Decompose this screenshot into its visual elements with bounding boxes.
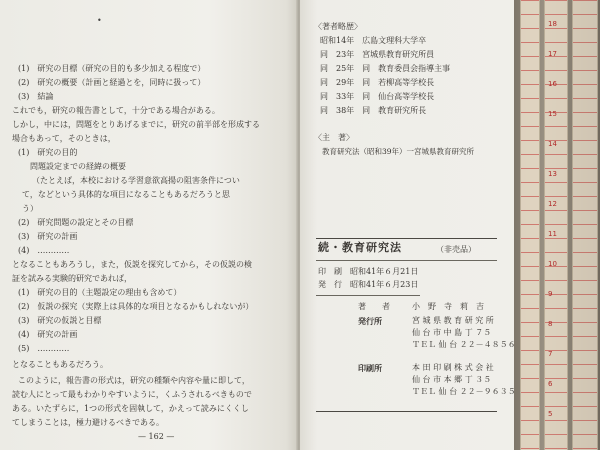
ruler-mark: 12 — [548, 200, 557, 208]
body-line: 場合もあって，そのときは， — [12, 134, 116, 143]
printed-date: 昭和41年６月21日 — [350, 267, 419, 276]
body-line: となることもあるだろう。 — [12, 360, 108, 369]
printer-label: 印刷所 — [358, 363, 382, 373]
author-name: 小 野 寺 莉 吉 — [412, 302, 484, 311]
body-line: このように，報告書の形式は，研究の種類や内容や量に即して， — [18, 376, 250, 385]
not-for-sale-note: （非売品） — [436, 245, 476, 254]
body-line: てしまうことは，極力避けるべきである。 — [12, 418, 164, 427]
body-line: (4) 研究の計画 — [18, 330, 78, 339]
author-label: 著 者 — [358, 302, 390, 311]
biography-item: 同 29年 同 若柳高等学校長 — [320, 78, 435, 87]
ruler-mark: 5 — [548, 410, 553, 418]
body-line: (1) 研究の目的（主題設定の理由も含めて） — [18, 288, 182, 297]
ruler-mark: 16 — [548, 80, 557, 88]
publisher-phone: ＴＥＬ 仙 台 ２２－４８５６ — [412, 340, 516, 349]
body-line: (5) ………… — [18, 344, 70, 353]
body-line: て，などという具体的な項目になることもあるだろうと思 — [22, 190, 230, 199]
body-line: 証を試みる実験的研究であれば， — [12, 274, 132, 283]
ruler-mark: 18 — [548, 20, 557, 28]
ruler-mark: 11 — [548, 230, 557, 238]
body-line: 読む人にとって最もわかりやすいように，くふうされるべきもので — [12, 390, 252, 399]
publisher-label: 発行所 — [358, 316, 382, 326]
ruler-mark: 6 — [548, 380, 553, 388]
ruler-mark: 8 — [548, 320, 553, 328]
ruler-mark: 17 — [548, 50, 557, 58]
biography-item: 昭和14年 広島文理科大学卒 — [320, 36, 427, 45]
body-line: (1) 研究の目標（研究の目的も多少加える程度で） — [18, 64, 206, 73]
ruler-mark: 10 — [548, 260, 557, 268]
colophon-box — [316, 238, 516, 412]
body-line: (3) 研究の仮説と目標 — [18, 316, 102, 325]
body-line: (3) 結論 — [18, 92, 54, 101]
publisher-address: 仙 台 市 中 島 丁 ７５ — [412, 328, 492, 337]
ruler-mark: 14 — [548, 140, 557, 148]
body-line: これでも，研究の報告書として，十分である場合がある。 — [12, 106, 220, 115]
date-divider — [316, 295, 420, 296]
printer-name: 本 田 印 刷 株 式 会 社 — [412, 363, 494, 372]
ruler-mark: 7 — [548, 350, 553, 358]
body-line: 問題設定までの経緯の概要 — [22, 162, 126, 171]
printed-label: 印 刷 — [318, 267, 342, 276]
body-line: (4) ………… — [18, 246, 70, 255]
body-line: となることもあろうし，また，仮説を探究してから，その仮説の検 — [12, 260, 252, 269]
ruler-mark: 9 — [548, 290, 553, 298]
biography-item: 同 38年 同 教育研究所長 — [320, 106, 427, 115]
ruler-1 — [520, 0, 540, 450]
ruler-3 — [572, 0, 598, 450]
ruler-mark: 13 — [548, 170, 557, 178]
body-line: (3) 研究の計画 — [18, 232, 78, 241]
biography-item: 同 23年 宮城県教育研究所員 — [320, 50, 435, 59]
printer-address: 仙 台 市 本 郷 丁 ３５ — [412, 375, 492, 384]
works-heading: 〈主 著〉 — [314, 133, 354, 142]
page-number: — 162 — — [138, 432, 175, 441]
works-item: 教育研究法（昭和39年）一宮城県教育研究所 — [322, 147, 475, 156]
body-line: う） — [22, 204, 38, 213]
left-page: • (1) 研究の目標（研究の目的も多少加える程度で） (2) 研究の概要（計画と経過とを，同時に扱って） (3) 結論 これでも，研究の報告書として，十分である場合がある。 しかし，中には，問題をとりあげるまでに，研究の前半部を形成する 場合もあって，そのときは， (1) 研究の目的 問題設定までの経緯の概要 （たとえば，本校における学習意欲高揚の阻害条件につい て，などという具体的な項目になることもあるだろうと思 う） (2) 研究問題の設定とその目標 (3) 研究の計画 (4) ………… となることもあろうし，また，仮説を探究してから，その仮説の検 証を試みる実験的研究であれば， (1) 研究の目的（主題設定の理由も含めて） (2) 仮説の探究（実際上は具体的な項目となるかもしれないが） (3) 研究の仮説と目標 (4) 研究の計画 (5) ………… となることもあるだろう。 このように，報告書の形式は，研究の種類や内容や量に即して， 読む人にとって最もわかりやすいように，くふうされるべきもので ある。いたずらに，1つの形式を固執して，かえって読みにくくし てしまうことは，極力避けるべきである。 — 162 — — [0, 0, 298, 450]
ruler-mark: 15 — [548, 110, 557, 118]
body-line: (1) 研究の目的 — [18, 148, 78, 157]
book-title: 続・教育研究法 — [318, 241, 402, 254]
body-line: (2) 研究問題の設定とその目標 — [18, 218, 134, 227]
printer-phone: ＴＥＬ 仙 台 ２２－９６３５ — [412, 387, 516, 396]
body-line: （たとえば，本校における学習意欲高揚の阻害条件につい — [32, 176, 240, 185]
body-line: (2) 研究の概要（計画と経過とを，同時に扱って） — [18, 78, 206, 87]
body-line: (2) 仮説の探究（実際上は具体的な項目となるかもしれないが） — [18, 302, 254, 311]
biography-item: 同 33年 同 仙台高等学校長 — [320, 92, 435, 101]
title-divider — [316, 260, 497, 261]
issued-label: 発 行 — [318, 280, 342, 289]
issued-date: 昭和41年６月23日 — [350, 280, 419, 289]
body-line: しかし，中には，問題をとりあげるまでに，研究の前半部を形成する — [12, 120, 260, 129]
biography-heading: 〈著者略歴〉 — [314, 22, 362, 31]
publisher-name: 宮 城 県 教 育 研 究 所 — [412, 316, 494, 325]
biography-item: 同 25年 同 教育委員会指導主事 — [320, 64, 451, 73]
body-line: ある。いたずらに，1つの形式を固執して，かえって読みにくくし — [12, 404, 249, 413]
